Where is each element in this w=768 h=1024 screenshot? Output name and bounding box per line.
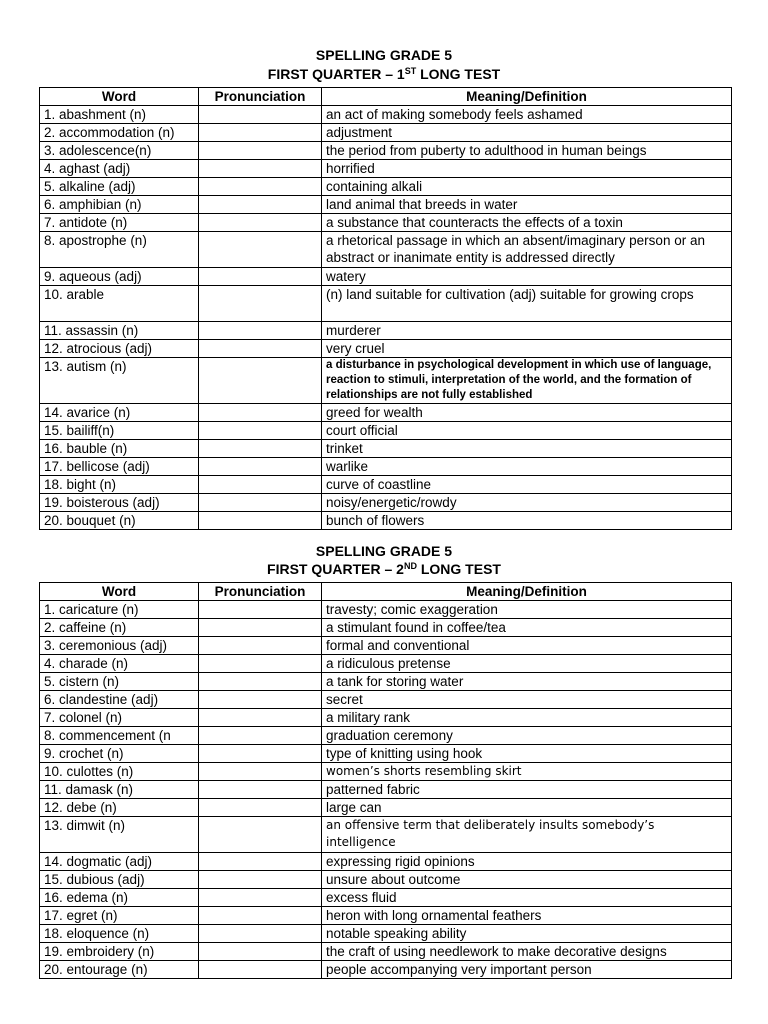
word-cell: 18. eloquence (n) [40,925,199,943]
definition-cell: notable speaking ability [322,925,732,943]
definition-cell: very cruel [322,340,732,358]
pronunciation-cell [199,817,322,853]
pronunciation-cell [199,106,322,124]
pronunciation-cell [199,889,322,907]
pronunciation-cell [199,691,322,709]
definition-cell: land animal that breeds in water [322,196,732,214]
word-cell: 14. avarice (n) [40,404,199,422]
table-row [40,178,732,196]
definition-cell: greed for wealth [322,404,732,422]
test2-subtitle-suffix: LONG TEST [416,561,501,577]
word-cell: 4. charade (n) [40,655,199,673]
pronunciation-cell [199,655,322,673]
pronunciation-cell [199,340,322,358]
word-cell: 6. clandestine (adj) [40,691,199,709]
table-row [40,889,732,907]
word-cell: 12. debe (n) [40,799,199,817]
definition-cell: heron with long ornamental feathers [322,907,732,925]
word-cell: 7. antidote (n) [40,214,199,232]
definition-cell: secret [322,691,732,709]
definition-cell: horrified [322,160,732,178]
word-cell: 5. cistern (n) [40,673,199,691]
word-cell: 14. dogmatic (adj) [40,853,199,871]
table-row [40,799,732,817]
definition-cell: a ridiculous pretense [322,655,732,673]
table-row [40,691,732,709]
table-row [40,817,732,853]
test2-subtitle [0,560,768,578]
table-row [40,673,732,691]
pronunciation-cell [199,961,322,979]
pronunciation-cell [199,458,322,476]
word-cell: 11. assassin (n) [40,322,199,340]
test2-title: SPELLING GRADE 5 [315,543,453,559]
definition-cell: travesty; comic exaggeration [322,601,732,619]
pronunciation-cell [199,781,322,799]
word-cell: 3. ceremonious (adj) [40,637,199,655]
table-row [40,160,732,178]
table-row [40,763,732,781]
pronunciation-cell [199,440,322,458]
pronunciation-cell [199,619,322,637]
pronunciation-cell [199,404,322,422]
definition-cell: an act of making somebody feels ashamed [322,106,732,124]
table-row [40,871,732,889]
table-row [40,637,732,655]
word-cell: 4. aghast (adj) [40,160,199,178]
pronunciation-cell [199,943,322,961]
definition-cell: unsure about outcome [322,871,732,889]
header-word: Word [40,88,199,106]
definition-cell: warlike [322,458,732,476]
word-cell: 9. crochet (n) [40,745,199,763]
pronunciation-cell [199,214,322,232]
pronunciation-cell [199,925,322,943]
pronunciation-cell [199,673,322,691]
table-row [40,440,732,458]
table-row [40,961,732,979]
word-cell: 2. caffeine (n) [40,619,199,637]
word-cell: 19. boisterous (adj) [40,494,199,512]
definition-cell: watery [322,268,732,286]
pronunciation-cell [199,232,322,268]
word-cell: 11. damask (n) [40,781,199,799]
pronunciation-cell [199,853,322,871]
word-cell: 9. aqueous (adj) [40,268,199,286]
pronunciation-cell [199,907,322,925]
word-cell: 7. colonel (n) [40,709,199,727]
table-row [40,142,732,160]
definition-cell: patterned fabric [322,781,732,799]
table-row [40,494,732,512]
definition-cell: the craft of using needlework to make decorative designs [322,943,732,961]
table-row [40,943,732,961]
definition-cell: adjustment [322,124,732,142]
table-row [40,196,732,214]
test1-subtitle [0,65,768,83]
word-cell: 15. bailiff(n) [40,422,199,440]
word-cell: 17. egret (n) [40,907,199,925]
table-row [40,925,732,943]
definition-cell: graduation ceremony [322,727,732,745]
table-row [40,655,732,673]
header-definition: Meaning/Definition [322,583,732,601]
definition-cell: the period from puberty to adulthood in human beings [322,142,732,160]
test2-table [39,582,732,979]
word-cell: 13. autism (n) [40,358,199,404]
definition-cell: a military rank [322,709,732,727]
table-row [40,340,732,358]
header-word: Word [40,583,199,601]
pronunciation-cell [199,322,322,340]
table-row [40,476,732,494]
definition-cell: curve of coastline [322,476,732,494]
pronunciation-cell [199,178,322,196]
pronunciation-cell [199,358,322,404]
word-cell: 10. arable [40,286,199,322]
table-row [40,853,732,871]
table-row [40,214,732,232]
definition-cell: women’s shorts resembling skirt [322,763,732,781]
table-row [40,422,732,440]
header-definition: Meaning/Definition [322,88,732,106]
definition-cell: large can [322,799,732,817]
definition-cell: type of knitting using hook [322,745,732,763]
definition-cell: expressing rigid opinions [322,853,732,871]
test1-subtitle-suffix: LONG TEST [416,66,501,82]
table-row [40,404,732,422]
test2-subtitle-prefix: FIRST QUARTER – 2 [267,561,404,577]
word-cell: 3. adolescence(n) [40,142,199,160]
pronunciation-cell [199,763,322,781]
definition-cell: excess fluid [322,889,732,907]
definition-cell: an offensive term that deliberately insults somebody’s intelligence [322,817,732,853]
test1-subtitle-prefix: FIRST QUARTER – 1 [267,66,405,82]
pronunciation-cell [199,422,322,440]
table-row [40,512,732,530]
word-cell: 16. edema (n) [40,889,199,907]
test1-subtitle-sup: ST [404,66,417,76]
pronunciation-cell [199,871,322,889]
table-row [40,709,732,727]
table-row [40,907,732,925]
pronunciation-cell [199,637,322,655]
definition-cell: (n) land suitable for cultivation (adj) suitable for growing crops [322,286,732,322]
pronunciation-cell [199,142,322,160]
table-row [40,124,732,142]
word-cell: 1. caricature (n) [40,601,199,619]
word-cell: 10. culottes (n) [40,763,199,781]
pronunciation-cell [199,745,322,763]
pronunciation-cell [199,799,322,817]
word-cell: 1. abashment (n) [40,106,199,124]
definition-cell: formal and conventional [322,637,732,655]
table-row [40,601,732,619]
definition-cell: noisy/energetic/rowdy [322,494,732,512]
definition-cell: a disturbance in psychological development in which use of language, reaction to stimuli, interpretation of the world, and the formation of relationships are not fully established [322,358,732,404]
word-cell: 17. bellicose (adj) [40,458,199,476]
pronunciation-cell [199,476,322,494]
pronunciation-cell [199,286,322,322]
pronunciation-cell [199,124,322,142]
word-cell: 16. bauble (n) [40,440,199,458]
definition-cell: trinket [322,440,732,458]
definition-cell: court official [322,422,732,440]
word-cell: 6. amphibian (n) [40,196,199,214]
test1-title: SPELLING GRADE 5 [315,47,453,63]
table-row [40,781,732,799]
table-row [40,268,732,286]
definition-cell: people accompanying very important person [322,961,732,979]
table-row [40,322,732,340]
word-cell: 8. commencement (n [40,727,199,745]
pronunciation-cell [199,727,322,745]
word-cell: 2. accommodation (n) [40,124,199,142]
word-cell: 13. dimwit (n) [40,817,199,853]
pronunciation-cell [199,601,322,619]
table-row [40,358,732,404]
definition-cell: murderer [322,322,732,340]
definition-cell: a substance that counteracts the effects of a toxin [322,214,732,232]
table-row [40,232,732,268]
word-cell: 19. embroidery (n) [40,943,199,961]
word-cell: 15. dubious (adj) [40,871,199,889]
pronunciation-cell [199,494,322,512]
table-row [40,458,732,476]
test1-table [39,87,732,530]
definition-cell: a rhetorical passage in which an absent/imaginary person or an abstract or inanimate entity is addressed directly [322,232,732,268]
pronunciation-cell [199,709,322,727]
word-cell: 20. bouquet (n) [40,512,199,530]
pronunciation-cell [199,196,322,214]
table-row [40,286,732,322]
pronunciation-cell [199,268,322,286]
table-row [40,619,732,637]
word-cell: 18. bight (n) [40,476,199,494]
word-cell: 8. apostrophe (n) [40,232,199,268]
word-cell: 5. alkaline (adj) [40,178,199,196]
header-pronunciation: Pronunciation [199,583,322,601]
definition-cell: bunch of flowers [322,512,732,530]
test2-subtitle-sup: ND [403,561,417,571]
definition-cell: a tank for storing water [322,673,732,691]
definition-cell: containing alkali [322,178,732,196]
table-row [40,106,732,124]
header-pronunciation: Pronunciation [199,88,322,106]
pronunciation-cell [199,512,322,530]
definition-cell: a stimulant found in coffee/tea [322,619,732,637]
table-row [40,745,732,763]
table-row [40,727,732,745]
word-cell: 20. entourage (n) [40,961,199,979]
pronunciation-cell [199,160,322,178]
word-cell: 12. atrocious (adj) [40,340,199,358]
